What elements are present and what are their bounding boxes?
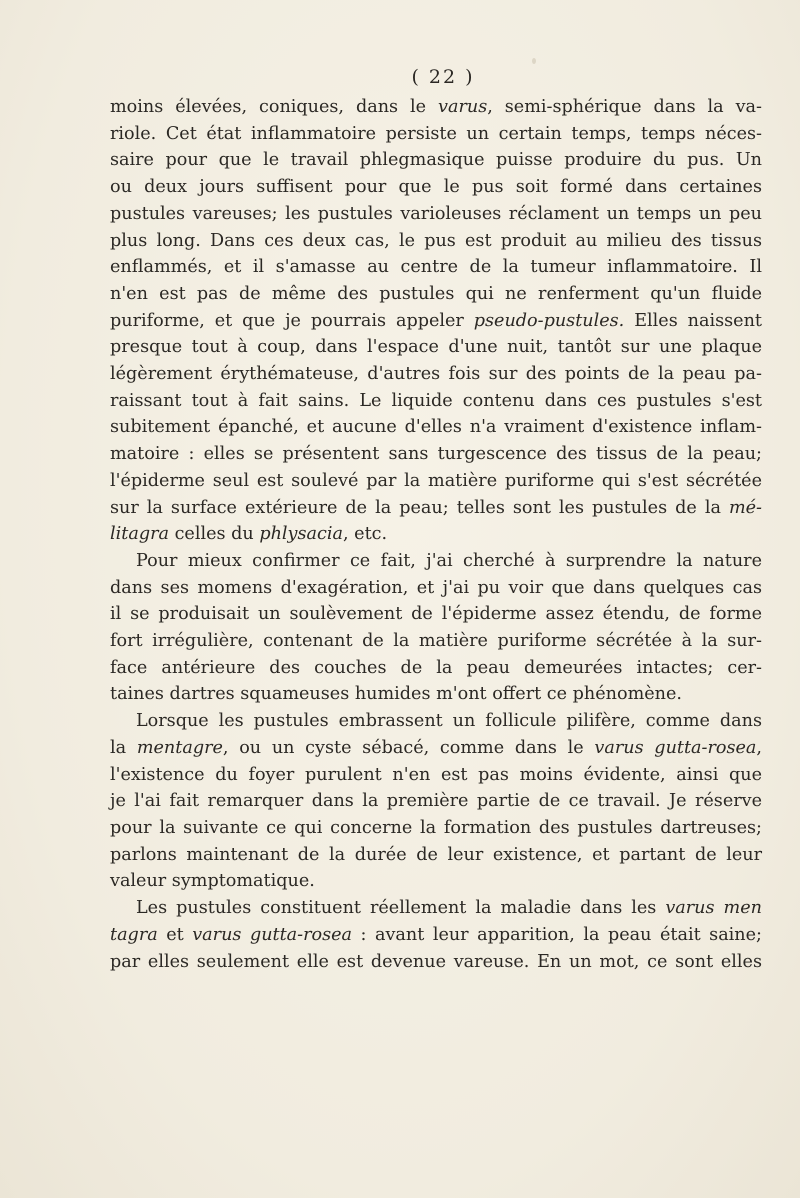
text-run: taines dartres squameuses humides m'ont offert ce phénomène. <box>110 684 682 705</box>
text-run: et <box>157 924 193 945</box>
text-line <box>110 521 762 548</box>
text-run: face antérieure des couches de la peau demeurées intactes; cer- <box>110 657 762 678</box>
text-line <box>110 308 762 335</box>
text-line <box>110 174 762 201</box>
text-line <box>110 495 762 522</box>
text-run: pour la suivante ce qui concerne la formation des pustules dartreuses; <box>110 817 762 838</box>
text-line <box>110 147 762 174</box>
text-run: n'en est pas de même des pustules qui ne renferment qu'un fluide <box>110 283 762 304</box>
text-line <box>110 388 762 415</box>
text-line <box>110 281 762 308</box>
text-run: fort irrégulière, contenant de la matière puriforme sécrétée à la sur- <box>110 631 762 652</box>
italic-term: tagra <box>110 924 158 945</box>
text-line <box>110 735 762 762</box>
italic-term: phlysacia <box>259 524 343 545</box>
italic-term: mé- <box>728 497 762 518</box>
text-run: Pour mieux confirmer ce fait, j'ai cherché à surprendre la nature <box>136 550 762 571</box>
text-run: saire pour que le travail phlegmasique puisse produire du pus. Un <box>110 150 762 171</box>
italic-term: varus <box>438 97 488 117</box>
text-line <box>110 334 762 361</box>
text-line <box>110 228 762 255</box>
text-run: enflammés, et il s'amasse au centre de la tumeur inflammatoire. Il <box>110 257 762 278</box>
text-run: : avant leur apparition, la peau était saine; <box>352 924 762 945</box>
text-line <box>110 361 762 388</box>
text-run: pustules vareuses; les pustules varioleuses réclament un temps un peu <box>110 203 762 224</box>
italic-term: mentagre <box>136 737 223 758</box>
text-line <box>110 762 762 789</box>
text-run: l'épiderme seul est soulevé par la matière puriforme qui s'est sécrétée <box>110 470 762 491</box>
text-line <box>110 201 762 228</box>
text-line <box>110 815 762 842</box>
text-line <box>110 922 762 949</box>
text-line <box>110 601 762 628</box>
text-run: plus long. Dans ces deux cas, le pus est produit au milieu des tissus <box>110 230 762 251</box>
italic-term: varus gutta-rosea <box>192 924 353 945</box>
text-line <box>110 868 762 895</box>
text-line <box>110 441 762 468</box>
text-run: riole. Cet état inflammatoire persiste un certain temps, temps néces- <box>110 123 762 144</box>
text-line <box>110 414 762 441</box>
text-line <box>110 628 762 655</box>
text-run: dans ses momens d'exagération, et j'ai pu voir que dans quelques cas <box>110 577 762 598</box>
text-line <box>110 842 762 869</box>
text-run: Elles naissent <box>624 310 762 331</box>
text-line <box>110 468 762 495</box>
text-line <box>110 788 762 815</box>
text-line <box>110 94 762 121</box>
text-line <box>110 895 762 922</box>
text-line <box>110 708 762 735</box>
paper-stain <box>532 58 536 64</box>
text-run: raissant tout à fait sains. Le liquide contenu dans ces pustules s'est <box>110 390 762 411</box>
text-run: , etc. <box>342 524 388 545</box>
page-number: ( 22 ) <box>411 66 475 88</box>
text-run: celles du <box>168 524 260 545</box>
text-run: puriforme, et que je pourrais appeler <box>110 310 474 331</box>
text-run: Les pustules constituent réellement la maladie dans les <box>136 898 666 919</box>
italic-term: varus gutta-rosea <box>594 737 757 758</box>
text-run: , <box>756 737 762 758</box>
text-line <box>110 548 762 575</box>
text-run: parlons maintenant de la durée de leur existence, et partant de leur <box>110 844 762 865</box>
text-run: valeur symptomatique. <box>110 871 315 892</box>
text-line <box>110 254 762 281</box>
text-run: ou deux jours suffisent pour que le pus soit formé dans certaines <box>110 177 762 198</box>
italic-term: pseudo-pustules. <box>473 310 625 331</box>
text-run: presque tout à coup, dans l'espace d'une nuit, tantôt sur une plaque <box>110 337 762 358</box>
text-run: par elles seulement elle est devenue vareuse. En un mot, ce sont elles <box>110 951 762 972</box>
text-line <box>110 681 762 708</box>
text-run: Lorsque les pustules embrassent un follicule pilifère, comme dans <box>136 711 762 732</box>
text-run: la <box>110 737 137 758</box>
text-line <box>110 949 762 976</box>
text-run: , ou un cyste sébacé, comme dans le <box>222 737 595 758</box>
text-run: je l'ai fait remarquer dans la première partie de ce travail. Je réserve <box>110 791 762 812</box>
text-run: il se produisait un soulèvement de l'épiderme assez étendu, de forme <box>110 604 762 625</box>
italic-term: varus men <box>665 898 762 919</box>
text-run: légèrement érythémateuse, d'autres fois sur des points de la peau pa- <box>110 364 762 385</box>
text-run: matoire : elles se présentent sans turgescence des tissus de la peau; <box>110 444 762 465</box>
text-line <box>110 575 762 602</box>
italic-term: litagra <box>110 524 169 545</box>
text-run: moins élevées, coniques, dans le <box>110 97 439 117</box>
text-run: l'existence du foyer purulent n'en est pas moins évidente, ainsi que <box>110 764 762 785</box>
text-line <box>110 121 762 148</box>
text-run: sur la surface extérieure de la peau; telles sont les pustules de la <box>110 497 729 518</box>
text-run: , semi-sphérique dans la va- <box>487 97 762 117</box>
body-text <box>110 94 762 975</box>
text-run: subitement épanché, et aucune d'elles n'a vraiment d'existence inflam- <box>110 417 762 438</box>
text-line <box>110 655 762 682</box>
